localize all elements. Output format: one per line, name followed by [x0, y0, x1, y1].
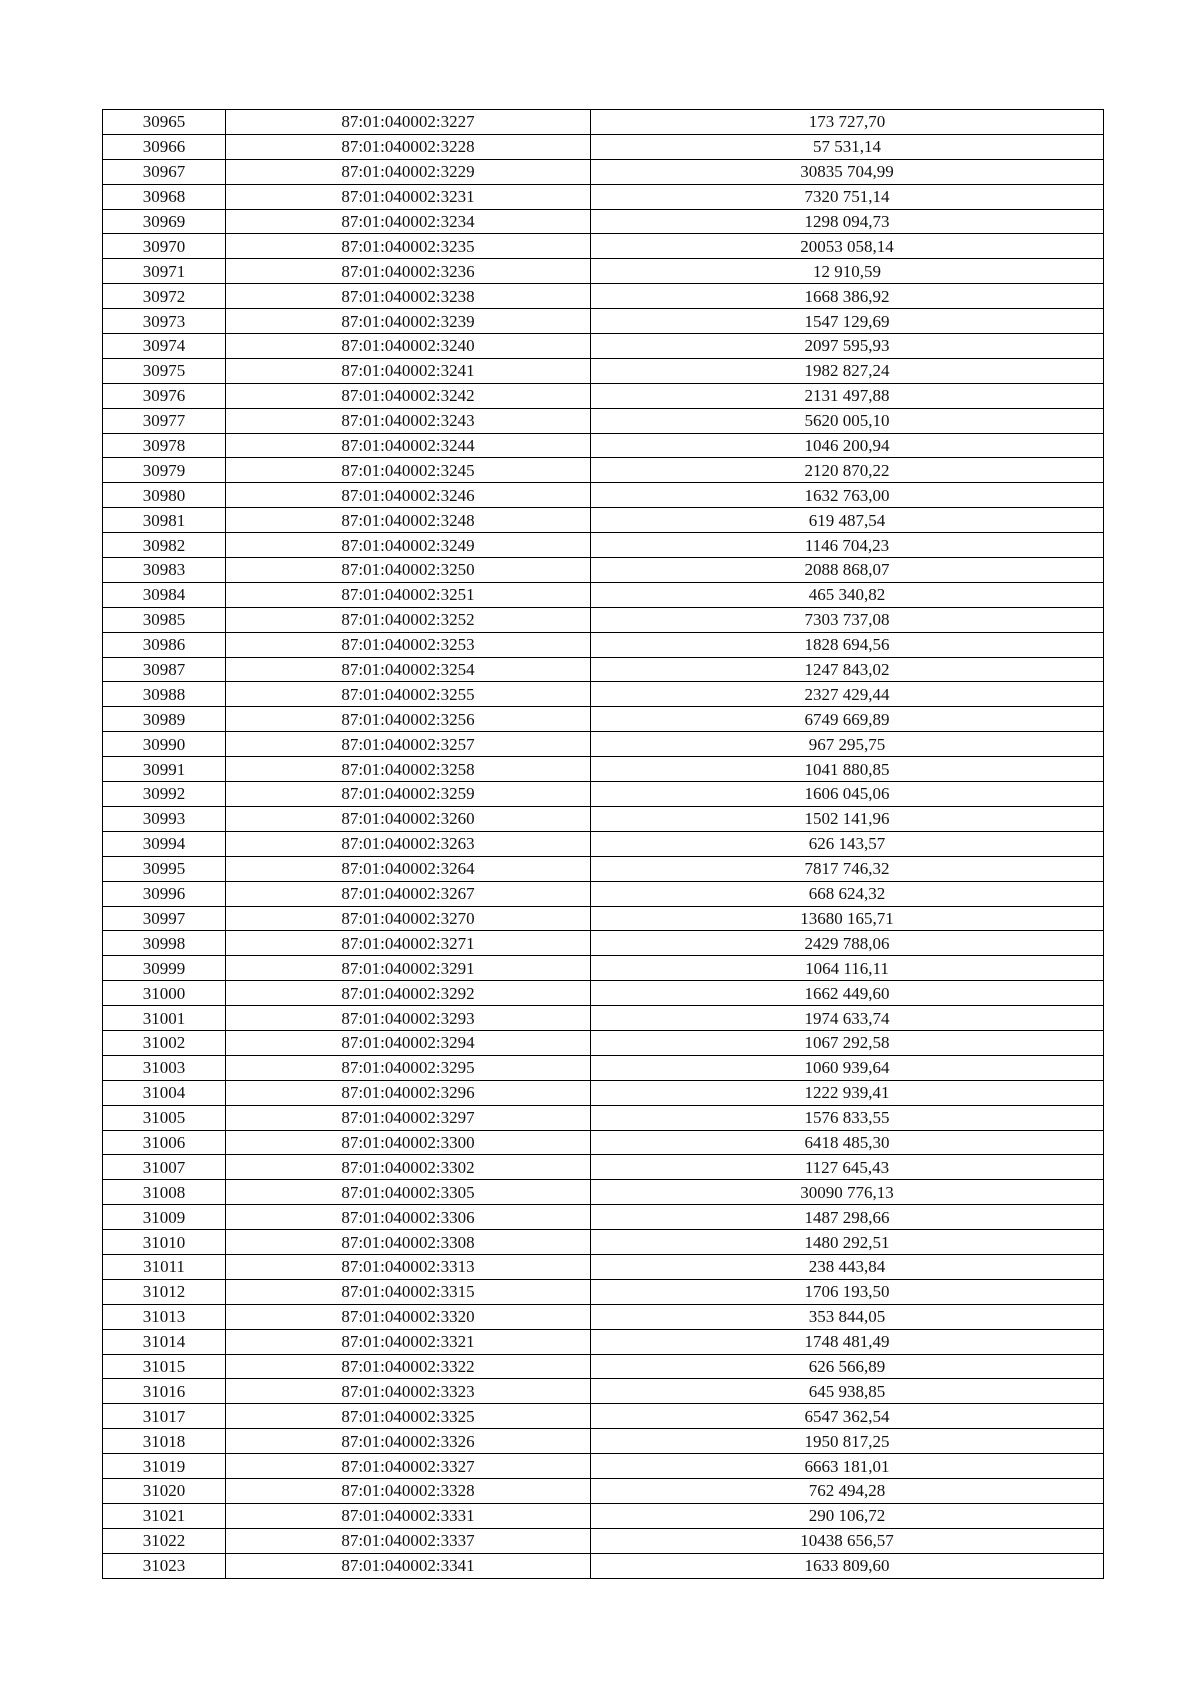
table-row [103, 806, 1104, 831]
cadastral-number-cell: 87:01:040002:3295 [226, 1055, 591, 1080]
table-row [103, 757, 1104, 782]
table-body [103, 110, 1104, 1579]
table-row [103, 1279, 1104, 1304]
table-row [103, 707, 1104, 732]
table-row [103, 284, 1104, 309]
row-number-cell: 31015 [103, 1354, 226, 1379]
table-row [103, 1354, 1104, 1379]
row-number-cell: 30980 [103, 483, 226, 508]
cadastral-number-cell: 87:01:040002:3313 [226, 1254, 591, 1279]
cadastral-number-cell: 87:01:040002:3327 [226, 1454, 591, 1479]
cadastral-number-cell: 87:01:040002:3264 [226, 856, 591, 881]
cadastral-number-cell: 87:01:040002:3331 [226, 1503, 591, 1528]
row-number-cell: 30975 [103, 358, 226, 383]
row-number-cell: 30994 [103, 831, 226, 856]
value-cell: 57 531,14 [591, 134, 1104, 159]
table-row [103, 1404, 1104, 1429]
row-number-cell: 31009 [103, 1205, 226, 1230]
row-number-cell: 31019 [103, 1454, 226, 1479]
cadastral-number-cell: 87:01:040002:3231 [226, 184, 591, 209]
cadastral-number-cell: 87:01:040002:3242 [226, 383, 591, 408]
row-number-cell: 30970 [103, 234, 226, 259]
row-number-cell: 30974 [103, 334, 226, 359]
table-row [103, 1105, 1104, 1130]
cadastral-number-cell: 87:01:040002:3243 [226, 408, 591, 433]
value-cell: 30835 704,99 [591, 159, 1104, 184]
table-row [103, 1006, 1104, 1031]
value-cell: 626 566,89 [591, 1354, 1104, 1379]
value-cell: 1982 827,24 [591, 358, 1104, 383]
table-row [103, 782, 1104, 807]
table-row [103, 682, 1104, 707]
row-number-cell: 30997 [103, 906, 226, 931]
row-number-cell: 30983 [103, 558, 226, 583]
table-row [103, 259, 1104, 284]
table-row [103, 1230, 1104, 1255]
value-cell: 7303 737,08 [591, 607, 1104, 632]
table-row [103, 110, 1104, 135]
cadastral-number-cell: 87:01:040002:3302 [226, 1155, 591, 1180]
value-cell: 6418 485,30 [591, 1130, 1104, 1155]
table-row [103, 508, 1104, 533]
value-cell: 967 295,75 [591, 732, 1104, 757]
cadastral-number-cell: 87:01:040002:3271 [226, 931, 591, 956]
table-row [103, 483, 1104, 508]
cadastral-number-cell: 87:01:040002:3255 [226, 682, 591, 707]
table-row [103, 931, 1104, 956]
cadastral-number-cell: 87:01:040002:3306 [226, 1205, 591, 1230]
row-number-cell: 31000 [103, 981, 226, 1006]
value-cell: 1247 843,02 [591, 657, 1104, 682]
cadastral-number-cell: 87:01:040002:3253 [226, 632, 591, 657]
value-cell: 1606 045,06 [591, 782, 1104, 807]
table-row [103, 1429, 1104, 1454]
table-row [103, 732, 1104, 757]
row-number-cell: 31014 [103, 1329, 226, 1354]
cadastral-number-cell: 87:01:040002:3293 [226, 1006, 591, 1031]
table-row [103, 607, 1104, 632]
row-number-cell: 30969 [103, 209, 226, 234]
row-number-cell: 31012 [103, 1279, 226, 1304]
table-row [103, 1454, 1104, 1479]
row-number-cell: 30985 [103, 607, 226, 632]
value-cell: 626 143,57 [591, 831, 1104, 856]
table-row [103, 1304, 1104, 1329]
row-number-cell: 30998 [103, 931, 226, 956]
row-number-cell: 30966 [103, 134, 226, 159]
table-row [103, 1180, 1104, 1205]
value-cell: 2327 429,44 [591, 682, 1104, 707]
value-cell: 1067 292,58 [591, 1030, 1104, 1055]
row-number-cell: 31016 [103, 1379, 226, 1404]
table-row [103, 906, 1104, 931]
row-number-cell: 30999 [103, 956, 226, 981]
cadastral-number-cell: 87:01:040002:3308 [226, 1230, 591, 1255]
cadastral-number-cell: 87:01:040002:3341 [226, 1553, 591, 1578]
table-row [103, 1553, 1104, 1578]
value-cell: 1706 193,50 [591, 1279, 1104, 1304]
row-number-cell: 30990 [103, 732, 226, 757]
cadastral-number-cell: 87:01:040002:3300 [226, 1130, 591, 1155]
cadastral-number-cell: 87:01:040002:3291 [226, 956, 591, 981]
value-cell: 2131 497,88 [591, 383, 1104, 408]
value-cell: 1127 645,43 [591, 1155, 1104, 1180]
cadastral-number-cell: 87:01:040002:3297 [226, 1105, 591, 1130]
value-cell: 1828 694,56 [591, 632, 1104, 657]
cadastral-number-cell: 87:01:040002:3252 [226, 607, 591, 632]
value-cell: 1146 704,23 [591, 533, 1104, 558]
value-cell: 1046 200,94 [591, 433, 1104, 458]
value-cell: 290 106,72 [591, 1503, 1104, 1528]
cadastral-number-cell: 87:01:040002:3254 [226, 657, 591, 682]
value-cell: 2088 868,07 [591, 558, 1104, 583]
cadastral-number-cell: 87:01:040002:3259 [226, 782, 591, 807]
table-row [103, 408, 1104, 433]
value-cell: 1547 129,69 [591, 309, 1104, 334]
row-number-cell: 31008 [103, 1180, 226, 1205]
row-number-cell: 30984 [103, 582, 226, 607]
table-row [103, 558, 1104, 583]
value-cell: 1041 880,85 [591, 757, 1104, 782]
value-cell: 1487 298,66 [591, 1205, 1104, 1230]
cadastral-number-cell: 87:01:040002:3325 [226, 1404, 591, 1429]
row-number-cell: 30986 [103, 632, 226, 657]
value-cell: 7320 751,14 [591, 184, 1104, 209]
cadastral-value-table [102, 109, 1104, 1579]
row-number-cell: 30976 [103, 383, 226, 408]
value-cell: 1502 141,96 [591, 806, 1104, 831]
value-cell: 1668 386,92 [591, 284, 1104, 309]
table-row [103, 533, 1104, 558]
value-cell: 1632 763,00 [591, 483, 1104, 508]
cadastral-number-cell: 87:01:040002:3320 [226, 1304, 591, 1329]
cadastral-number-cell: 87:01:040002:3251 [226, 582, 591, 607]
table-row [103, 1329, 1104, 1354]
table-row [103, 383, 1104, 408]
value-cell: 10438 656,57 [591, 1528, 1104, 1553]
row-number-cell: 31006 [103, 1130, 226, 1155]
row-number-cell: 31022 [103, 1528, 226, 1553]
cadastral-number-cell: 87:01:040002:3234 [226, 209, 591, 234]
table-row [103, 1528, 1104, 1553]
cadastral-number-cell: 87:01:040002:3305 [226, 1180, 591, 1205]
value-cell: 762 494,28 [591, 1478, 1104, 1503]
value-cell: 619 487,54 [591, 508, 1104, 533]
row-number-cell: 30979 [103, 458, 226, 483]
row-number-cell: 30996 [103, 881, 226, 906]
cadastral-number-cell: 87:01:040002:3263 [226, 831, 591, 856]
row-number-cell: 30977 [103, 408, 226, 433]
row-number-cell: 30995 [103, 856, 226, 881]
cadastral-number-cell: 87:01:040002:3294 [226, 1030, 591, 1055]
value-cell: 238 443,84 [591, 1254, 1104, 1279]
value-cell: 2429 788,06 [591, 931, 1104, 956]
row-number-cell: 30967 [103, 159, 226, 184]
cadastral-number-cell: 87:01:040002:3227 [226, 110, 591, 135]
cadastral-number-cell: 87:01:040002:3228 [226, 134, 591, 159]
value-cell: 1950 817,25 [591, 1429, 1104, 1454]
row-number-cell: 31001 [103, 1006, 226, 1031]
value-cell: 12 910,59 [591, 259, 1104, 284]
table-row [103, 209, 1104, 234]
value-cell: 2097 595,93 [591, 334, 1104, 359]
row-number-cell: 31002 [103, 1030, 226, 1055]
cadastral-number-cell: 87:01:040002:3250 [226, 558, 591, 583]
value-cell: 353 844,05 [591, 1304, 1104, 1329]
value-cell: 1974 633,74 [591, 1006, 1104, 1031]
value-cell: 668 624,32 [591, 881, 1104, 906]
table-row [103, 1130, 1104, 1155]
cadastral-number-cell: 87:01:040002:3260 [226, 806, 591, 831]
table-row [103, 184, 1104, 209]
table-row [103, 1478, 1104, 1503]
table-row [103, 159, 1104, 184]
cadastral-number-cell: 87:01:040002:3238 [226, 284, 591, 309]
row-number-cell: 31007 [103, 1155, 226, 1180]
value-cell: 645 938,85 [591, 1379, 1104, 1404]
table-row [103, 234, 1104, 259]
table-row [103, 981, 1104, 1006]
cadastral-number-cell: 87:01:040002:3246 [226, 483, 591, 508]
cadastral-number-cell: 87:01:040002:3321 [226, 1329, 591, 1354]
table-row [103, 856, 1104, 881]
table-row [103, 956, 1104, 981]
table-row [103, 582, 1104, 607]
row-number-cell: 31005 [103, 1105, 226, 1130]
table-row [103, 1055, 1104, 1080]
value-cell: 1060 939,64 [591, 1055, 1104, 1080]
cadastral-number-cell: 87:01:040002:3323 [226, 1379, 591, 1404]
row-number-cell: 30968 [103, 184, 226, 209]
row-number-cell: 31010 [103, 1230, 226, 1255]
cadastral-number-cell: 87:01:040002:3257 [226, 732, 591, 757]
table-row [103, 1080, 1104, 1105]
row-number-cell: 30978 [103, 433, 226, 458]
value-cell: 1480 292,51 [591, 1230, 1104, 1255]
table-row [103, 309, 1104, 334]
value-cell: 20053 058,14 [591, 234, 1104, 259]
cadastral-number-cell: 87:01:040002:3328 [226, 1478, 591, 1503]
row-number-cell: 31023 [103, 1553, 226, 1578]
value-cell: 465 340,82 [591, 582, 1104, 607]
table-row [103, 657, 1104, 682]
table-row [103, 1379, 1104, 1404]
row-number-cell: 31017 [103, 1404, 226, 1429]
value-cell: 6749 669,89 [591, 707, 1104, 732]
cadastral-number-cell: 87:01:040002:3235 [226, 234, 591, 259]
row-number-cell: 31013 [103, 1304, 226, 1329]
value-cell: 13680 165,71 [591, 906, 1104, 931]
cadastral-number-cell: 87:01:040002:3229 [226, 159, 591, 184]
cadastral-number-cell: 87:01:040002:3296 [226, 1080, 591, 1105]
row-number-cell: 30965 [103, 110, 226, 135]
cadastral-number-cell: 87:01:040002:3241 [226, 358, 591, 383]
table-row [103, 1030, 1104, 1055]
table-row [103, 334, 1104, 359]
row-number-cell: 31004 [103, 1080, 226, 1105]
value-cell: 173 727,70 [591, 110, 1104, 135]
table-row [103, 458, 1104, 483]
table-row [103, 134, 1104, 159]
value-cell: 5620 005,10 [591, 408, 1104, 433]
row-number-cell: 30989 [103, 707, 226, 732]
cadastral-number-cell: 87:01:040002:3249 [226, 533, 591, 558]
value-cell: 6547 362,54 [591, 1404, 1104, 1429]
cadastral-number-cell: 87:01:040002:3239 [226, 309, 591, 334]
row-number-cell: 30992 [103, 782, 226, 807]
cadastral-number-cell: 87:01:040002:3258 [226, 757, 591, 782]
value-cell: 1222 939,41 [591, 1080, 1104, 1105]
row-number-cell: 30993 [103, 806, 226, 831]
table-row [103, 358, 1104, 383]
value-cell: 7817 746,32 [591, 856, 1104, 881]
value-cell: 1748 481,49 [591, 1329, 1104, 1354]
cadastral-number-cell: 87:01:040002:3256 [226, 707, 591, 732]
row-number-cell: 30987 [103, 657, 226, 682]
cadastral-number-cell: 87:01:040002:3240 [226, 334, 591, 359]
table-row [103, 1503, 1104, 1528]
row-number-cell: 31003 [103, 1055, 226, 1080]
value-cell: 1576 833,55 [591, 1105, 1104, 1130]
cadastral-number-cell: 87:01:040002:3248 [226, 508, 591, 533]
cadastral-number-cell: 87:01:040002:3322 [226, 1354, 591, 1379]
table-row [103, 1254, 1104, 1279]
cadastral-number-cell: 87:01:040002:3236 [226, 259, 591, 284]
row-number-cell: 31011 [103, 1254, 226, 1279]
value-cell: 1662 449,60 [591, 981, 1104, 1006]
cadastral-number-cell: 87:01:040002:3315 [226, 1279, 591, 1304]
row-number-cell: 30971 [103, 259, 226, 284]
cadastral-number-cell: 87:01:040002:3270 [226, 906, 591, 931]
row-number-cell: 30981 [103, 508, 226, 533]
row-number-cell: 30972 [103, 284, 226, 309]
row-number-cell: 30991 [103, 757, 226, 782]
cadastral-number-cell: 87:01:040002:3326 [226, 1429, 591, 1454]
table-row [103, 632, 1104, 657]
table-row [103, 433, 1104, 458]
cadastral-number-cell: 87:01:040002:3245 [226, 458, 591, 483]
row-number-cell: 31020 [103, 1478, 226, 1503]
cadastral-number-cell: 87:01:040002:3267 [226, 881, 591, 906]
table-row [103, 881, 1104, 906]
value-cell: 1064 116,11 [591, 956, 1104, 981]
cadastral-number-cell: 87:01:040002:3244 [226, 433, 591, 458]
value-cell: 1298 094,73 [591, 209, 1104, 234]
row-number-cell: 31018 [103, 1429, 226, 1454]
value-cell: 2120 870,22 [591, 458, 1104, 483]
table-row [103, 831, 1104, 856]
row-number-cell: 30988 [103, 682, 226, 707]
table-row [103, 1155, 1104, 1180]
row-number-cell: 30973 [103, 309, 226, 334]
cadastral-number-cell: 87:01:040002:3337 [226, 1528, 591, 1553]
row-number-cell: 31021 [103, 1503, 226, 1528]
table-row [103, 1205, 1104, 1230]
value-cell: 30090 776,13 [591, 1180, 1104, 1205]
row-number-cell: 30982 [103, 533, 226, 558]
cadastral-number-cell: 87:01:040002:3292 [226, 981, 591, 1006]
value-cell: 6663 181,01 [591, 1454, 1104, 1479]
value-cell: 1633 809,60 [591, 1553, 1104, 1578]
